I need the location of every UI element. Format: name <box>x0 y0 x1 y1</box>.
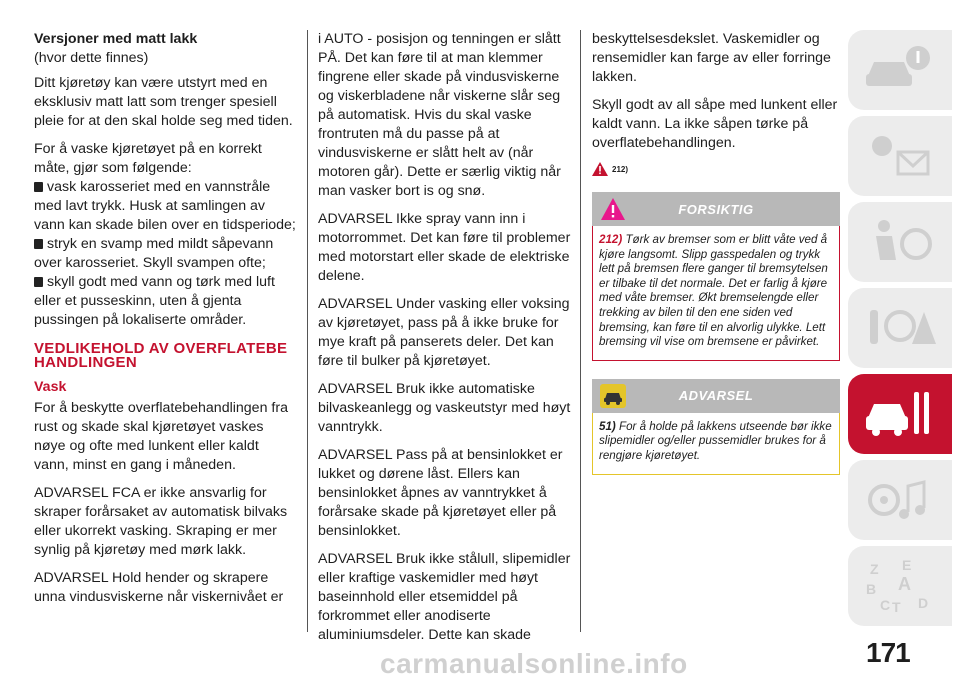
caution-triangle-icon <box>592 162 608 176</box>
svg-text:T: T <box>892 599 901 615</box>
warning-box <box>592 379 840 475</box>
note-number: 212) <box>599 233 623 246</box>
caution-text: Tørk av bremser som er blitt våte ved å kjøre langsomt. Slipp gasspedalen og trykk lett på bremsen flere ganger til bremsytelsen er tilbake til det normale. Det er farlig å kjøre med våte bremser. Økt bremselengde eller trekking av bilen til den ene siden ved bremsing, kan føre til en alvorlig ulykke. Lett bremsing vil vise om bremsene er påvirket. <box>599 233 828 349</box>
reference-number: 212) <box>612 164 629 174</box>
column-left <box>34 30 296 616</box>
warning-body <box>592 413 840 475</box>
column-right <box>592 30 840 475</box>
column-divider <box>307 30 308 632</box>
column-middle <box>318 30 576 654</box>
tab-warning-lights[interactable] <box>848 116 952 196</box>
paragraph: For å beskytte overflatebehandlingen fra rust og skade skal kjøretøyet vaskes nøye og ofte med lunkent eller kaldt vann, minst en gang i måneden. <box>34 400 288 473</box>
subsection-title: Vask <box>34 379 67 395</box>
paragraph: ADVARSEL Hold hender og skrapere unna vindusviskerne når viskernivået er <box>34 570 284 605</box>
tab-index[interactable] <box>848 546 952 626</box>
paragraph: Ditt kjøretøy kan være utstyrt med en eksklusiv matt latt som trenger spesiell pleie for at den skal holde seg med tiden. <box>34 75 293 129</box>
column-divider <box>580 30 581 632</box>
bullet-icon <box>34 239 43 249</box>
bullet-icon <box>34 277 43 287</box>
paragraph: For å vaske kjøretøyet på en korrekt måte, gjør som følgende: <box>34 141 262 176</box>
warning-lights-icon <box>862 124 938 188</box>
availability-note: (hvor dette finnes) <box>34 50 149 66</box>
svg-text:A: A <box>898 574 911 594</box>
caution-reference <box>592 162 840 176</box>
list-item: vask karosseriet med en vannstråle <box>34 178 296 197</box>
heading-matt-paint: Versjoner med matt lakk <box>34 31 198 47</box>
road-warning-icon <box>862 296 938 360</box>
multimedia-icon <box>862 468 938 532</box>
seat-steering-icon <box>862 210 938 274</box>
caution-triangle-icon <box>600 197 626 221</box>
tab-vehicle-info[interactable] <box>848 30 952 110</box>
warning-header <box>592 379 840 413</box>
paragraph: ADVARSEL Pass på at bensinlokket er lukket og dørene låst. Ellers kan bensinlokket åpnes av vanntrykket å forårsake skade på kjøretøyet eller på bensinlokket. <box>318 447 563 539</box>
paragraph: beskyttelsesdekslet. Vaskemidler og rensemidler kan farge av eller forringe lakken. <box>592 31 831 85</box>
paragraph: Skyll godt av all såpe med lunkent eller kaldt vann. La ikke såpen tørke på overflatebehandlingen. <box>592 97 838 151</box>
page-number: 171 <box>866 637 910 668</box>
car-info-icon <box>862 38 938 102</box>
car-tools-icon <box>862 382 938 446</box>
section-title: VEDLIKEHOLD AV OVERFLATEBE HANDLINGEN <box>34 340 288 371</box>
warning-label: ADVARSEL <box>678 388 754 404</box>
paragraph: ADVARSEL FCA er ikke ansvarlig for skraper forårsaket av automatisk bilvaks eller ukorrekt vasking. Skraping er mer synlig på kjøretøy med mørk lakk. <box>34 485 288 558</box>
svg-text:D: D <box>918 595 929 611</box>
tab-safety[interactable] <box>848 202 952 282</box>
list-item: stryk en svamp med mildt såpevann <box>34 235 296 254</box>
list-item: skyll godt med vann og tørk med luft <box>34 273 296 292</box>
caution-header <box>592 192 840 226</box>
list-item-continuation: eller et pusseskinn, uten å gjenta pussingen på lokaliserte områder. <box>34 293 247 328</box>
note-number: 51) <box>599 419 616 433</box>
svg-text:E: E <box>902 557 912 573</box>
caution-label: FORSIKTIG <box>678 201 754 217</box>
list-item-continuation: med lavt trykk. Husk at samlingen av vann kan skade bilen over en tidsperiode; <box>34 198 296 233</box>
tab-maintenance[interactable] <box>848 374 952 454</box>
caution-body <box>592 226 840 361</box>
warning-text: For å holde på lakkens utseende bør ikke slipemidler og/eller pussemidler brukes for å rengjøre kjøretøyet. <box>599 419 832 462</box>
car-warning-icon <box>600 384 626 408</box>
watermark: carmanualsonline.info <box>380 648 688 679</box>
paragraph: i AUTO - posisjon og tenningen er slått PÅ. Det kan føre til at man klemmer fingrene eller skade på vindusviskerne og viskerbladene når viskerne slår seg på automatisk. Hvis du skal vaske frontruten må du passe på at vindusviskerne er slått helt av (når motoren går). Dette er særlig viktig når man vasker bort is og snø. <box>318 31 561 199</box>
paragraph: ADVARSEL Under vasking eller voksing av kjøretøyet, pass på å ikke bruke for mye kraft på panserets deler. Det kan føre til bulker på kjøretøyet. <box>318 296 570 369</box>
paragraph: ADVARSEL Bruk ikke stålull, slipemidler eller kraftige vaskemidler med høyt baseinnhold eller etsemiddel på forkrommet eller anodiserte aluminiumsdeler. Dette kan skade <box>318 551 571 643</box>
paragraph: ADVARSEL Bruk ikke automatiske bilvaskeanlegg og vaskeutstyr med høyt vanntrykk. <box>318 381 571 435</box>
svg-text:C: C <box>880 597 891 613</box>
tab-multimedia[interactable] <box>848 460 952 540</box>
caution-box <box>592 192 840 361</box>
tab-starting-driving[interactable] <box>848 288 952 368</box>
list-item-continuation: over karosseriet. Skyll svampen ofte; <box>34 255 266 271</box>
index-letters-icon <box>862 554 938 618</box>
paragraph: ADVARSEL Ikke spray vann inn i motorrommet. Det kan føre til problemer med motorstart eller skade de elektriske delene. <box>318 211 571 284</box>
svg-text:Z: Z <box>870 561 879 577</box>
bullet-icon <box>34 182 43 192</box>
svg-text:B: B <box>866 581 877 597</box>
